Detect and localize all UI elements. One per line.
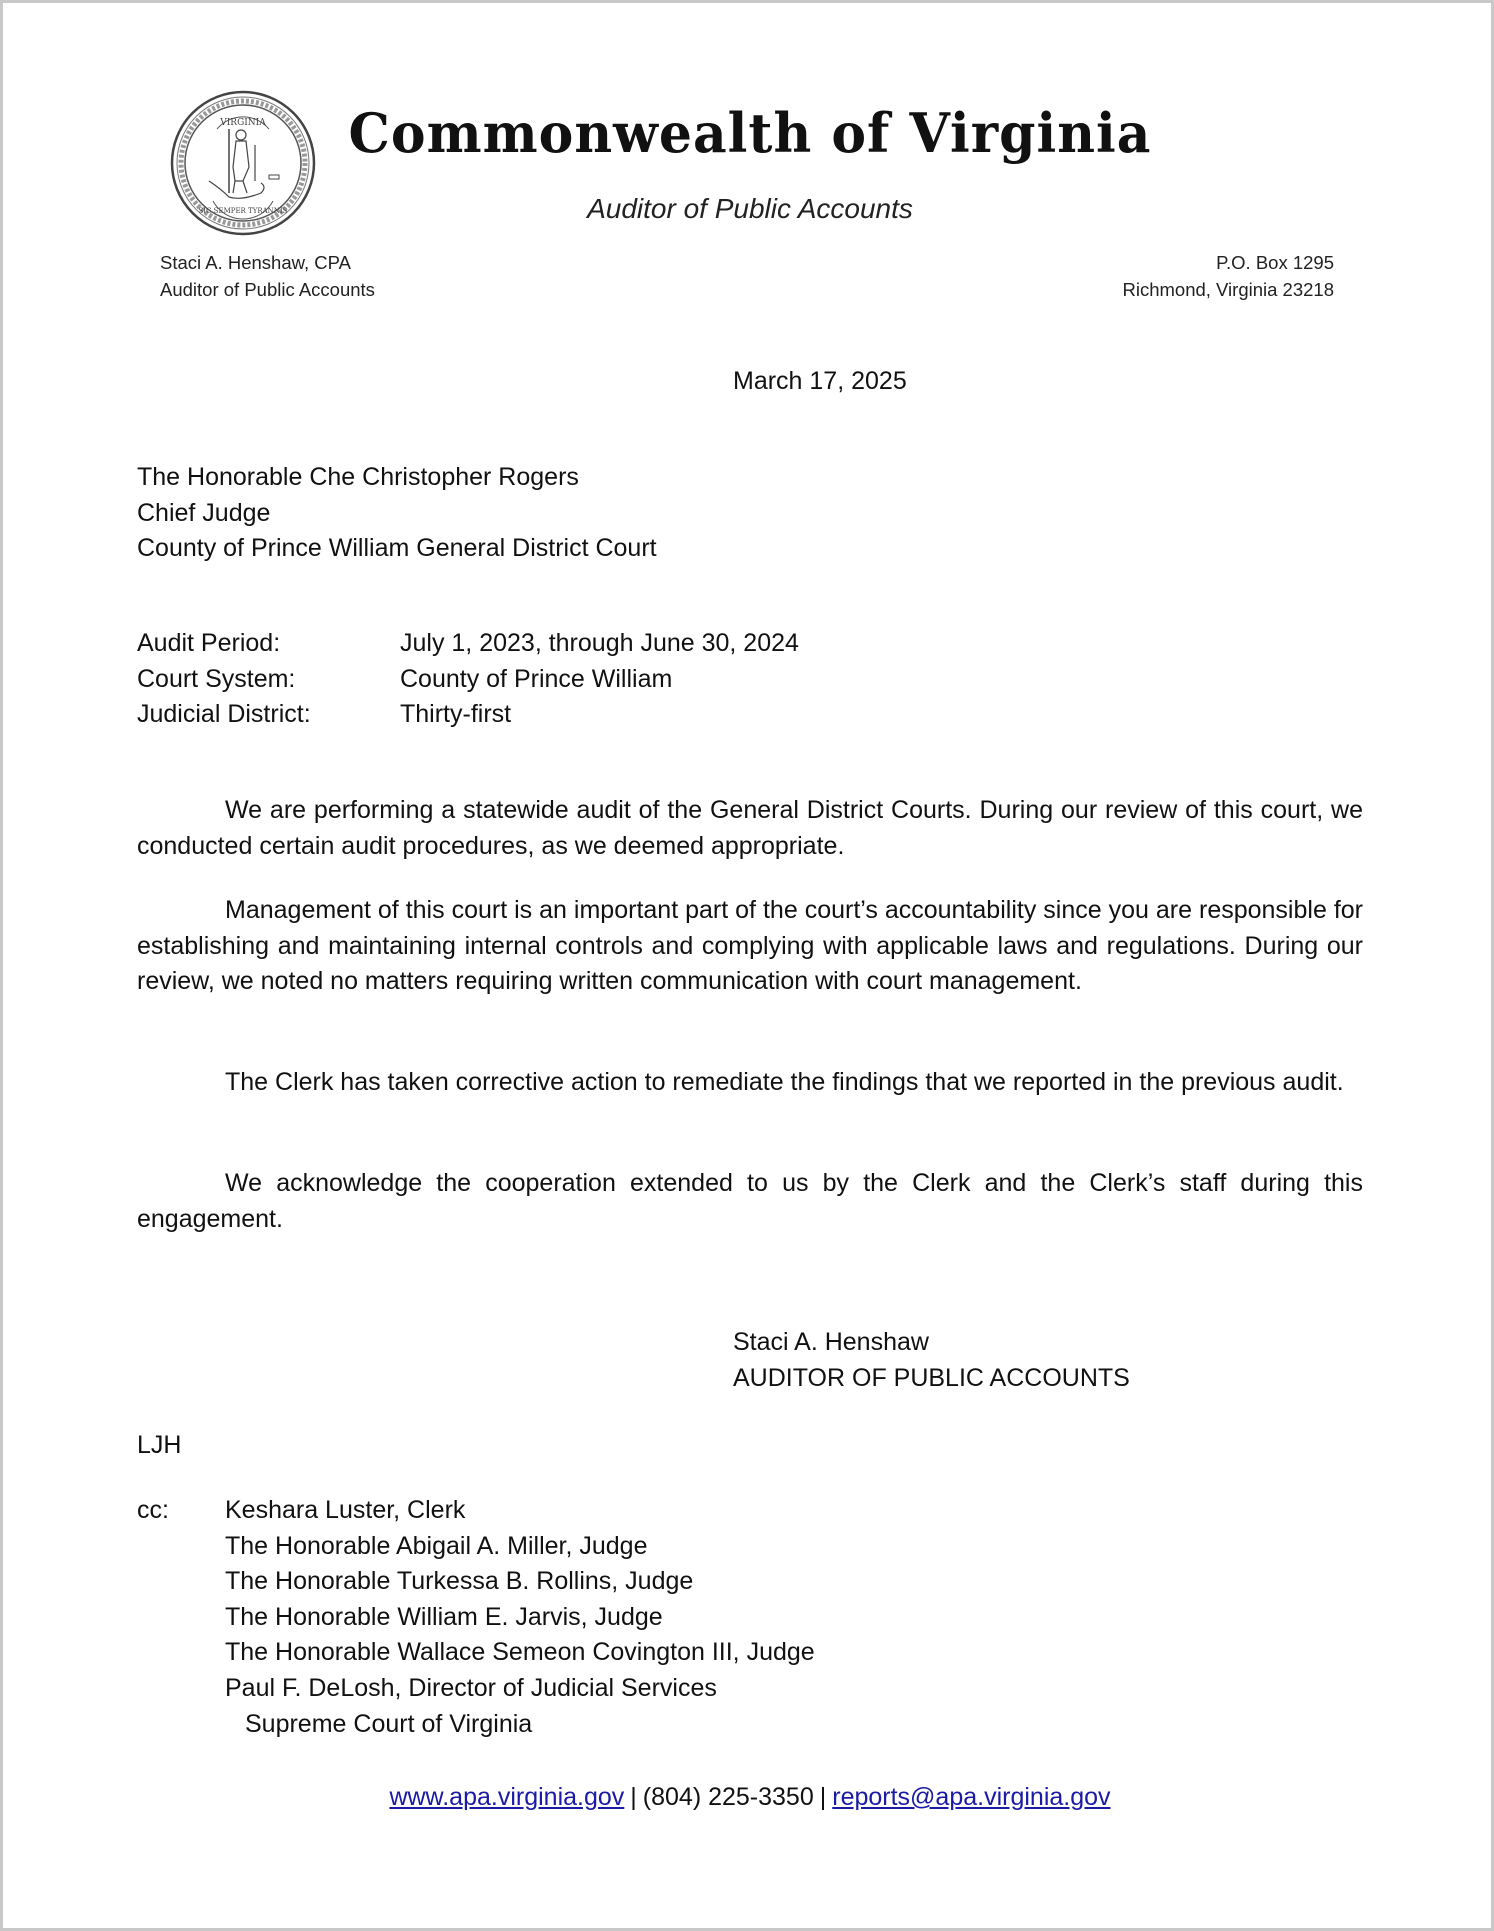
mailing-address-block [1122,249,1334,303]
footer-separator: | [630,1783,637,1811]
body-paragraph [137,793,1363,864]
cc-recipient: Keshara Luster, Clerk [225,1496,466,1524]
footer-separator: | [819,1783,827,1811]
letterhead-title: Commonwealth of Virginia [348,101,1152,166]
body-paragraph [137,1166,1363,1237]
addressee-title: Chief Judge [137,498,271,527]
signature-name: Staci A. Henshaw [733,1328,929,1356]
court-system-value: County of Prince William [400,664,673,693]
signature-title: AUDITOR OF PUBLIC ACCOUNTS [733,1363,1130,1392]
body-paragraph [137,893,1363,1000]
city-state-zip: Richmond, Virginia 23218 [1122,279,1334,300]
cc-recipient: The Honorable Turkessa B. Rollins, Judge [225,1567,694,1596]
website-link[interactable]: www.apa.virginia.gov [389,1783,625,1811]
cc-block [137,1493,815,1742]
cc-recipient-organization: Supreme Court of Virginia [245,1709,533,1738]
judicial-district-label: Judicial District: [137,700,311,729]
phone-number: (804) 225-3350 [642,1783,814,1811]
court-system-label: Court System: [137,664,296,693]
cc-list [225,1493,815,1742]
letter-page [3,3,1491,1928]
auditor-name: Staci A. Henshaw, CPA [160,252,351,273]
addressee-block [137,460,657,567]
letter-date: March 17, 2025 [733,367,907,395]
audit-info-block [137,626,799,733]
cc-recipient: The Honorable Wallace Semeon Covington III, Judge [225,1638,815,1667]
paragraph-text: Management of this court is an important part of the court’s accountability since you are responsible for establishing and maintaining internal controls and complying with applicable laws and regulations. During our review, we noted no matters requiring written communication with court management. [137,896,1363,996]
cc-label: cc: [137,1496,169,1524]
po-box: P.O. Box 1295 [1216,252,1334,273]
cc-recipient: The Honorable Abigail A. Miller, Judge [225,1531,648,1560]
body-paragraph [137,1065,1363,1101]
audit-info-row [137,697,799,733]
judicial-district-value: Thirty-first [400,700,512,729]
paragraph-text: We acknowledge the cooperation extended to us by the Clerk and the Clerk’s staff during this engagement. [137,1169,1363,1233]
seal-text-top: VIRGINIA [220,118,266,128]
audit-period-value: July 1, 2023, through June 30, 2024 [400,629,799,657]
cc-row [137,1493,815,1742]
letter-footer [3,1780,1494,1815]
audit-period-label: Audit Period: [137,629,281,657]
paragraph-text: We are performing a statewide audit of the General District Courts. During our review of this court, we conducted certain audit procedures, as we deemed appropriate. [137,796,1363,860]
auditor-title: Auditor of Public Accounts [160,279,375,300]
typist-initials: LJH [137,1431,182,1459]
addressee-court: County of Prince William General District Court [137,534,657,563]
audit-info-row [137,662,799,698]
audit-info-row [137,626,799,662]
auditor-name-block [160,249,375,303]
signature-block [733,1325,1130,1396]
cc-recipient: The Honorable William E. Jarvis, Judge [225,1602,663,1631]
paragraph-text: The Clerk has taken corrective action to remediate the findings that we reported in the previous audit. [225,1068,1344,1096]
letterhead-subtitle: Auditor of Public Accounts [587,193,913,224]
seal-text-bottom: SIC SEMPER TYRANNIS [198,207,288,215]
cc-recipient: Paul F. DeLosh, Director of Judicial Services [225,1673,717,1702]
email-link[interactable]: reports@apa.virginia.gov [832,1783,1111,1811]
addressee-name: The Honorable Che Christopher Rogers [137,463,579,491]
